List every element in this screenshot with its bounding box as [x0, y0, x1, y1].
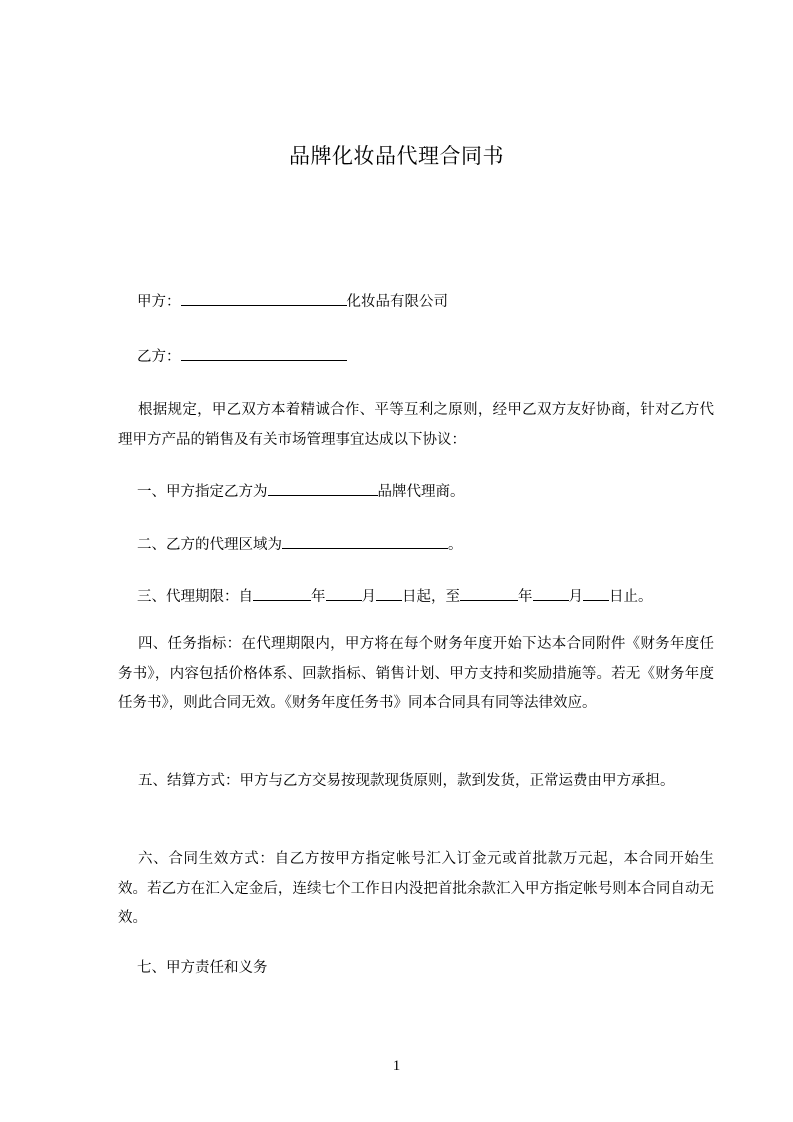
region-blank [282, 533, 448, 549]
clause-2-suffix: 。 [448, 537, 463, 553]
clause-2 [137, 533, 463, 555]
clause-3 [137, 585, 653, 607]
end-year-label: 年 [518, 589, 533, 605]
clause-7-heading: 七、甲方责任和义务 [137, 960, 268, 976]
preamble-paragraph: 根据规定，甲乙双方本着精诚合作、平等互利之原则，经甲乙双方友好协商，针对乙方代理甲方产品的销售及有关市场管理事宜达成以下协议： [118, 402, 714, 448]
start-year-blank [253, 585, 311, 601]
brand-name-blank [268, 480, 378, 496]
clause-1-prefix: 一、甲方指定乙方为 [137, 484, 268, 500]
page-number: 1 [392, 1058, 401, 1074]
start-day-blank [376, 585, 402, 601]
party-b-name-blank [181, 345, 347, 361]
document-title: 品牌化妆品代理合同书 [289, 144, 504, 168]
end-day-blank [583, 585, 609, 601]
clause-3-prefix: 三、代理期限：自 [137, 589, 253, 605]
start-month-blank [326, 585, 362, 601]
clause-2-prefix: 二、乙方的代理区域为 [137, 537, 282, 553]
party-b-label: 乙方： [137, 349, 181, 365]
party-a-suffix: 化妆品有限公司 [346, 294, 448, 310]
clause-1 [137, 480, 465, 502]
start-year-label: 年 [311, 589, 326, 605]
clause-1-suffix: 品牌代理商。 [377, 484, 465, 500]
end-day-label: 日止。 [609, 589, 653, 605]
end-month-label: 月 [568, 589, 583, 605]
end-month-blank [533, 585, 569, 601]
party-b-line [137, 345, 347, 367]
end-year-blank [460, 585, 518, 601]
party-a-label: 甲方： [137, 294, 181, 310]
party-a-name-blank [181, 290, 347, 306]
start-day-label: 日起，至 [402, 589, 460, 605]
clause-6: 六、合同生效方式：自乙方按甲方指定帐号汇入订金元或首批款万元起，本合同开始生效。若乙方在汇入定金后，连续七个工作日内没把首批余款汇入甲方指定帐号则本合同自动无效。 [118, 851, 714, 926]
clause-5: 五、结算方式：甲方与乙方交易按现款现货原则，款到发货，正常运费由甲方承担。 [138, 773, 675, 789]
start-month-label: 月 [361, 589, 376, 605]
clause-4: 四、任务指标：在代理期限内，甲方将在每个财务年度开始下达本合同附件《财务年度任务书》，内容包括价格体系、回款指标、销售计划、甲方支持和奖励措施等。若无《财务年度任务书》，则此合同无效。《财务年度任务书》同本合同具有同等法律效应。 [118, 636, 714, 711]
party-a-line [137, 290, 448, 312]
